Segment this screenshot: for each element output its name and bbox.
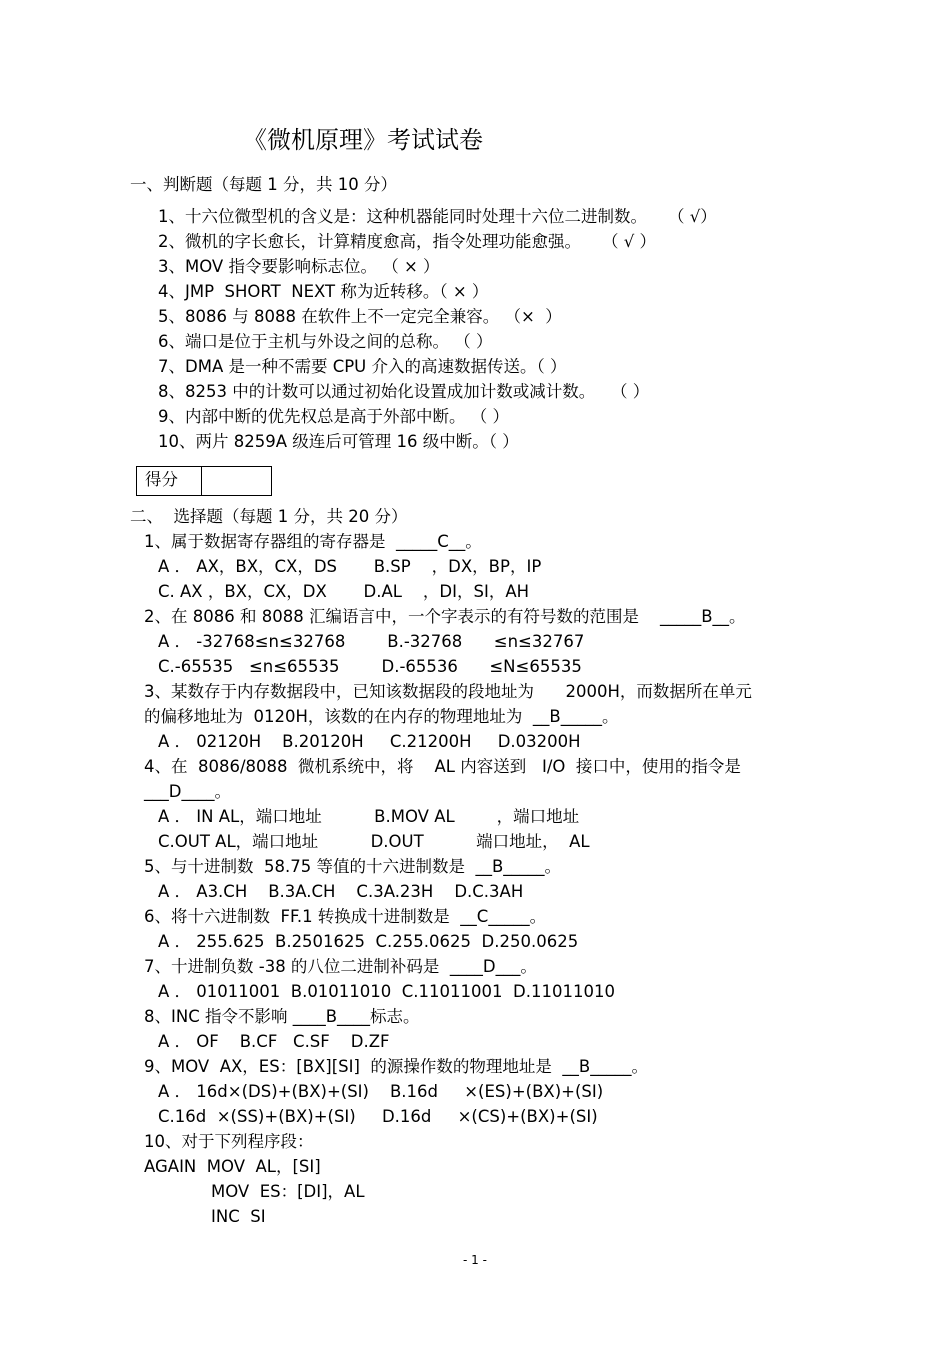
question-line: 3、某数存于内存数据段中，已知该数据段的段地址为 2000H，而数据所在单元 [144,682,752,701]
code-line: AGAIN MOV AL，[SI] [144,1157,321,1176]
list-item: 10、两片 8259A 级连后可管理 16 级中断。（ ） [158,432,519,451]
question-line: ___D____。 [144,782,231,801]
option-line: A ． 02120H B.20120H C.21200H D.03200H [158,732,581,751]
question-line: 1、属于数据寄存器组的寄存器是 _____C__。 [144,532,482,551]
section-2-heading: 二、 选择题（每题 1 分，共 20 分） [130,507,408,526]
question-line: 的偏移地址为 0120H，该数的在内存的物理地址为 __B_____。 [144,707,619,726]
list-item: 7、DMA 是一种不需要 CPU 介入的高速数据传送。（ ） [158,357,567,376]
option-line: C.16d ×(SS)+(BX)+(SI) D.16d ×(CS)+(BX)+(SI) [158,1107,598,1126]
option-line: A ． 01011001 B.01011010 C.11011001 D.11011010 [158,982,615,1001]
code-line: MOV ES：[DI]，AL [211,1182,365,1201]
question-line: 5、与十进制数 58.75 等值的十六进制数是 __B_____。 [144,857,562,876]
page-number: - 1 - [463,1253,487,1267]
score-box [136,466,272,496]
option-line: C.-65535 ≤n≤65535 D.-65536 ≤N≤65535 [158,657,582,676]
list-item: 1、十六位微型机的含义是：这种机器能同时处理十六位二进制数。 （ √） [158,207,717,226]
option-line: A ． 255.625 B.2501625 C.255.0625 D.250.0625 [158,932,579,951]
option-line: C.OUT AL，端口地址 D.OUT 端口地址， AL [158,832,590,851]
score-divider [201,467,202,495]
option-line: A ． 16d×(DS)+(BX)+(SI) B.16d ×(ES)+(BX)+(SI) [158,1082,604,1101]
option-line: A ． AX，BX，CX，DS B.SP ，DX，BP，IP [158,557,542,576]
question-line: 10、对于下列程序段： [144,1132,314,1151]
option-line: A ． IN AL，端口地址 B.MOV AL ，端口地址 [158,807,580,826]
list-item: 6、端口是位于主机与外设之间的总称。 （ ） [158,332,493,351]
question-line: 9、MOV AX，ES：[BX][SI] 的源操作数的物理地址是 __B_____。 [144,1057,648,1076]
question-line: 4、在 8086/8088 微机系统中，将 AL 内容送到 I/O 接口中，使用的指令是 [144,757,741,776]
list-item: 2、微机的字长愈长，计算精度愈高，指令处理功能愈强。 （ √ ） [158,232,656,251]
page-title: 《微机原理》考试试卷 [243,126,483,154]
list-item: 3、MOV 指令要影响标志位。 （ × ） [158,257,440,276]
question-line: 2、在 8086 和 8088 汇编语言中，一个字表示的有符号数的范围是 _____B__。 [144,607,746,626]
list-item: 8、8253 中的计数可以通过初始化设置成加计数或减计数。 （ ） [158,382,650,401]
question-line: 8、INC 指令不影响 ____B____标志。 [144,1007,420,1026]
option-line: C. AX ，BX，CX，DX D.AL ，DI，SI，AH [158,582,530,601]
option-line: A ． OF B.CF C.SF D.ZF [158,1032,390,1051]
list-item: 4、JMP SHORT NEXT 称为近转移。（ × ） [158,282,489,301]
score-label: 得分 [145,470,178,489]
section-1-heading: 一、判断题（每题 1 分，共 10 分） [130,175,397,194]
list-item: 9、内部中断的优先权总是高于外部中断。 （ ） [158,407,509,426]
question-line: 7、十进制负数 -38 的八位二进制补码是 ____D___。 [144,957,537,976]
question-line: 6、将十六进制数 FF.1 转换成十进制数是 __C_____。 [144,907,547,926]
code-line: INC SI [211,1207,266,1226]
option-line: A ． A3.CH B.3A.CH C.3A.23H D.C.3AH [158,882,524,901]
list-item: 5、8086 与 8088 在软件上不一定完全兼容。 （× ） [158,307,562,326]
option-line: A ． -32768≤n≤32768 B.-32768 ≤n≤32767 [158,632,585,651]
